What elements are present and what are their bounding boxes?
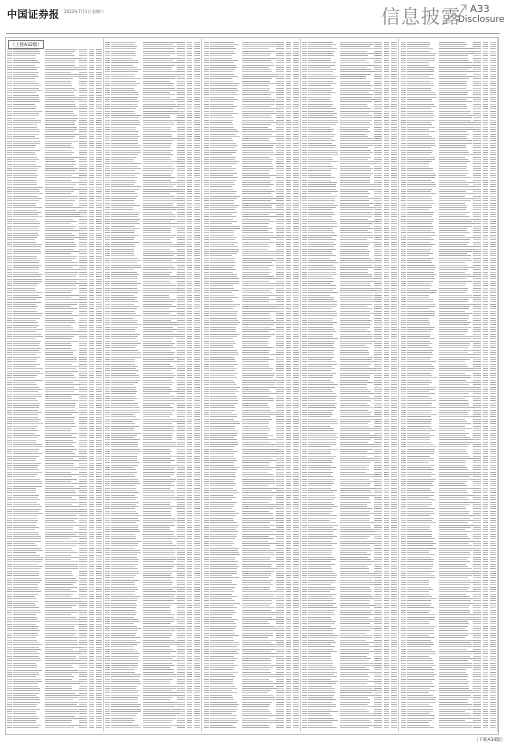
- section-title: 信息披露: [381, 2, 461, 29]
- header-rule: [6, 33, 500, 34]
- column: [104, 38, 202, 732]
- text-line: [89, 727, 94, 728]
- text-line: [45, 727, 74, 728]
- masthead-logo: 中国证券报: [7, 6, 60, 21]
- edition-day: 星期六: [92, 9, 104, 15]
- page-number: A33: [470, 4, 490, 15]
- text-line: [96, 727, 102, 728]
- publication-date: 2023年7月1日: [64, 9, 91, 15]
- text-line: [79, 727, 87, 728]
- text-line: [13, 727, 39, 728]
- page-header: [0, 0, 506, 40]
- section-subtitle: Disclosure: [458, 15, 505, 25]
- text-line: [7, 727, 12, 728]
- disclosure-row: [7, 727, 102, 729]
- disclosure-columns: [6, 38, 498, 732]
- column: [6, 38, 104, 732]
